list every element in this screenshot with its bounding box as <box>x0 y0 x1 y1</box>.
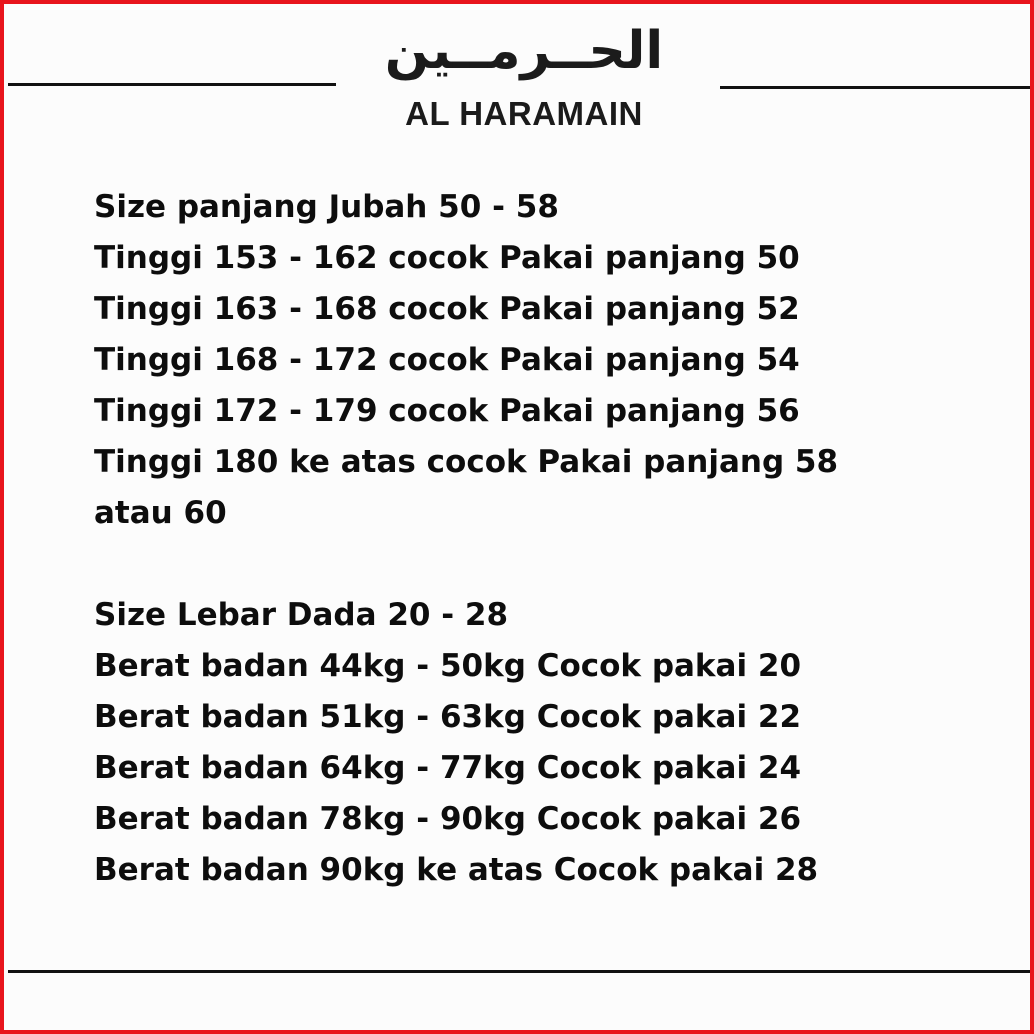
header-divider-left <box>8 83 336 86</box>
brand-logo-latin: AL HARAMAIN <box>405 95 643 132</box>
footer-divider <box>8 970 1030 973</box>
length-size-row: Tinggi 153 - 162 cocok Pakai panjang 50 <box>94 240 800 276</box>
chest-size-row: Berat badan 51kg - 63kg Cocok pakai 22 <box>94 699 802 735</box>
length-size-row-continuation: atau 60 <box>94 495 227 531</box>
length-size-row: Tinggi 172 - 179 cocok Pakai panjang 56 <box>94 393 800 429</box>
brand-logo <box>376 10 672 134</box>
section-spacer <box>94 539 994 590</box>
length-size-row: Tinggi 168 - 172 cocok Pakai panjang 54 <box>94 342 800 378</box>
chest-size-heading: Size Lebar Dada 20 - 28 <box>94 597 509 633</box>
size-guide-text <box>94 182 994 896</box>
chest-size-row: Berat badan 90kg ke atas Cocok pakai 28 <box>94 852 819 888</box>
length-size-row: Tinggi 163 - 168 cocok Pakai panjang 52 <box>94 291 800 327</box>
chest-size-row: Berat badan 64kg - 77kg Cocok pakai 24 <box>94 750 802 786</box>
length-size-heading: Size panjang Jubah 50 - 58 <box>94 189 559 225</box>
brand-logo-arabic: الحــرمــين <box>384 21 664 81</box>
chest-size-row: Berat badan 78kg - 90kg Cocok pakai 26 <box>94 801 802 837</box>
chest-size-row: Berat badan 44kg - 50kg Cocok pakai 20 <box>94 648 802 684</box>
length-size-row: Tinggi 180 ke atas cocok Pakai panjang 58 <box>94 444 839 480</box>
header-divider-right <box>720 86 1030 89</box>
